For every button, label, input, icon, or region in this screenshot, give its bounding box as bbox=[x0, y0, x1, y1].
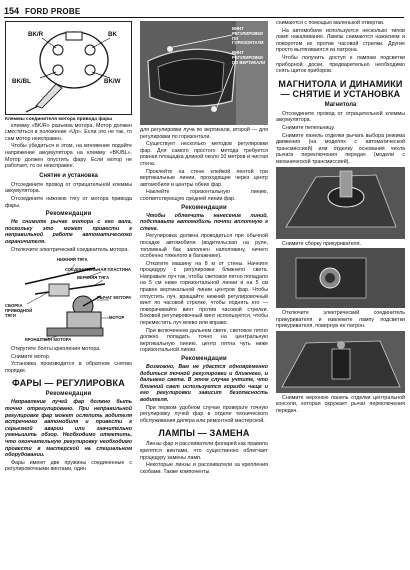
figure-headlight-screws bbox=[140, 21, 268, 125]
paragraph: Фары имеют две пружины соединенные с регулировочными винтами, один bbox=[5, 459, 132, 473]
label-upper-rod: ВЕРХНЯЯ ТЯГА bbox=[77, 275, 110, 281]
label-bkbl: BK/BL bbox=[12, 78, 31, 85]
paragraph: Чтобы получить доступ к лампам подсветки приборной доски, предварительно необходимо снять щиток приборов. bbox=[276, 54, 405, 75]
paragraph: На автомобиле используется несколько типов ламп накаливания. Лампы снимаются нажатием и поворотом их против часовой стрелки. Другие просто вытягиваются из патрона. bbox=[276, 27, 405, 54]
paragraph: Снимите панель отделки рычага выбора режима движения (на моделях с автоматической трансмиссией) или отделку основания чехла рычага переключения передач (модели с механической трансмиссией). bbox=[276, 132, 405, 165]
lighter-photo bbox=[276, 248, 405, 308]
page-number: 154 bbox=[4, 6, 20, 16]
paragraph: При первом удобном случае проверьте точную регулировку лучей фар в отделе технического обслуживания дилера или ремонтной мастерской. bbox=[140, 404, 268, 424]
paragraph: Снимите сборку прикуривателя. bbox=[282, 240, 361, 247]
label-horizontal-screw: ВИНТ РЕГУЛИРОВКИ ПО ГОРИЗОНТАЛИ bbox=[232, 26, 264, 46]
paragraph: для регулировки луча по вертикали, второй — для регулировки по горизонтали. bbox=[140, 127, 268, 140]
paragraph: При включенном дальнем свете, световое пятно должно попадать точно на центральную вертикальную линию, центр пятна чуть ниже горизонтальной линии. bbox=[140, 327, 268, 354]
paragraph: Отсоедините провод от отрицательной клеммы аккумулятора. bbox=[276, 110, 405, 124]
paragraph: Проклейте на стене клейкой лентой три вертикальные линии, проходящие через центр автомобиля и центры обеих фар. bbox=[140, 168, 268, 188]
figure-motor-connector bbox=[5, 21, 132, 115]
paragraph: Регулировка должна проводиться при обычной посадке автомобиля (водительская на руле, топливный бак заполнен наполовину, ничего особенно тяжелого в багажнике). bbox=[140, 233, 268, 260]
paragraph: Снимите пепельницу. bbox=[282, 124, 335, 131]
recommendation-heading: Рекомендации bbox=[181, 356, 227, 362]
section-heading: Магнитола bbox=[324, 101, 357, 108]
label-bkw: BK/W bbox=[104, 78, 121, 85]
figure-shifter-trim bbox=[276, 167, 405, 239]
paragraph: Отсоедините нижнюю тягу от мотора привода фары. bbox=[5, 195, 132, 209]
label-vertical-screw: ВИНТ РЕГУЛИРОВКИ ПО ВЕРТИКАЛИ bbox=[232, 50, 266, 65]
paragraph: Существует несколько методов регулировки фар. Для самого простого метода требуется ровная площадка длиной около 10 метров и чистая стена. bbox=[140, 141, 268, 167]
recommendation-text: Не снимите рычаг мотора с его вала, поскольку это может привести к неправильной работе автоматического ограничителя. bbox=[5, 219, 132, 245]
section-title-radio: МАГНИТОЛА И ДИНАМИКИ — СНЯТИЕ И УСТАНОВКА bbox=[278, 78, 403, 99]
recommendation-text: Возможно, Вам не удастся одновременно добиться точной регулировки и ближнего, и дальнего света. В этом случае учтите, что ближний свет используется гораздо чаще и его регулировки зависит безопасность водителя. bbox=[140, 364, 268, 403]
label-lower-rod: НИЖНЯЯ ТЯГА bbox=[57, 257, 88, 263]
figure-lighter bbox=[276, 248, 405, 308]
console-photo bbox=[276, 331, 405, 393]
recommendation-text: Чтобы облегчить нанесение линий, подставьте автомобиль почти вплотную к стене. bbox=[140, 212, 268, 232]
paragraph: Наклейте горизонтальную линию, соответствующую средней линии фар. bbox=[140, 189, 268, 202]
label-motor-bracket: КРОНШТЕЙН МОТОРА bbox=[25, 337, 72, 343]
paragraph: Отсоедините провод от отрицательной клеммы аккумулятора. bbox=[5, 181, 132, 195]
paragraph: снимаются с помощью маленькой отвертки. bbox=[276, 20, 385, 26]
recommendation-heading: Рекомендации bbox=[45, 391, 92, 398]
section-heading: Снятие и установка bbox=[39, 172, 98, 179]
label-motor-lever: РЫЧАГ МОТОРА bbox=[97, 295, 132, 301]
section-title-lamps: ЛАМПЫ — ЗАМЕНА bbox=[158, 428, 250, 439]
paragraph: Открутите болты крепления мотора. bbox=[11, 346, 101, 353]
column-2 bbox=[140, 20, 268, 476]
label-bk: BK bbox=[108, 31, 117, 38]
paragraph: Линзы фар и рассеиватели фонарей как правило крепятся винтами, что существенно облегчает процедуру замены ламп. bbox=[140, 441, 268, 461]
label-drive-rod-assembly: СБОРКА ПРИВОДНОЙ ТЯГИ bbox=[5, 303, 33, 318]
paragraph: Откатите машину на 8 м от стены. Начните процедуру с регулировки ближнего света. Направьте луч так, чтобы световое пятно попадало на 5 см ниже горизонтальной линии и на 5 см правее вертикальной линии центров фар. Чтобы отпустить луч, вращайте нижний регулировочный винт по часовой стрелке, чтобы поднять его — поворачивайте винт против часовой стрелки. Боковой регулировочный винт используется, чтобы переместить луч влево или вправо. bbox=[140, 260, 268, 327]
paragraph: Снимите мотор. bbox=[11, 353, 51, 360]
book-title: FORD PROBE bbox=[25, 7, 81, 16]
page-header bbox=[4, 3, 404, 18]
paragraph: Снимите верхнюю панель отделки центральной консоли, которая окружает рычаг переключения передач. bbox=[276, 394, 405, 415]
label-motor: МОТОР bbox=[109, 315, 125, 321]
paragraph: Установка производится в обратном снятию порядке. bbox=[5, 361, 132, 374]
paragraph: Отключите электрический соединитель прикуривателя и извлеките лампу подсветки прикуривателя, повернув ее патрон. bbox=[276, 310, 405, 330]
recommendation-text: Направление лучей фар должно быть точно отрегулировано. При неправильной регулировке фар может ослепить водителя встречного автомобиля и привести к серьезной аварии или значительно уменьшить обзор. Необходимо отметить, что окончательную регулировку необходимо провести в мастерской на специальном оборудовании. bbox=[5, 399, 132, 459]
column-1 bbox=[5, 20, 132, 474]
figure-console-trim bbox=[276, 331, 405, 393]
label-connecting-plate: СОЕДИНИТЕЛЬНАЯ ПЛАСТИНА bbox=[65, 267, 131, 273]
section-title-headlights: ФАРЫ — РЕГУЛИРОВКА bbox=[12, 378, 125, 389]
figure-caption: Клеммы соединителя мотора привода фары bbox=[5, 117, 113, 122]
label-bkr: BK/R bbox=[28, 31, 44, 38]
shifter-photo bbox=[276, 167, 405, 239]
figure-motor-linkage bbox=[5, 254, 132, 344]
paragraph: Отключите электрический соединитель мотора. bbox=[11, 246, 129, 253]
recommendation-heading: Рекомендации bbox=[45, 211, 92, 218]
paragraph: клемму «BK/R» разъема мотора. Мотор должен сместиться в положение «Up». Если это не так, то сам мотор неисправен. bbox=[5, 122, 132, 142]
paragraph: Чтобы убедиться в этом, на мгновение подайте напряжение аккумулятора на клемму «BK/BL». Мотор должен опустить фару. Если мотор не работает, то он неисправен. bbox=[5, 143, 132, 170]
paragraph: Некоторые линзы и рассеиватели за крепления скобами. Также компоненты bbox=[140, 462, 268, 475]
recommendation-heading: Рекомендации bbox=[181, 204, 227, 211]
column-3 bbox=[276, 20, 405, 416]
